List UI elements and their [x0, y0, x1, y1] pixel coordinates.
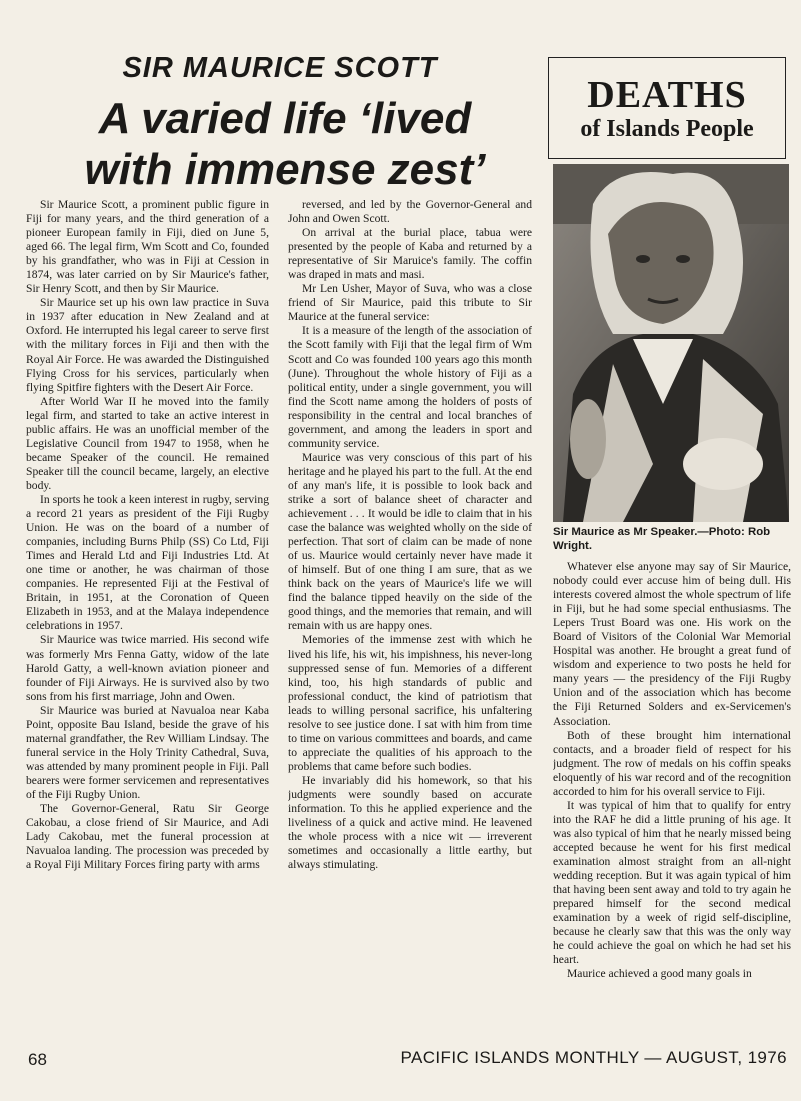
article-column-1 [26, 198, 269, 1040]
photo-caption: Sir Maurice as Mr Speaker.—Photo: Rob Wright. [553, 526, 771, 552]
article-column-3 [553, 560, 791, 1040]
paragraph: Sir Maurice Scott, a prominent public figure in Fiji for many years, and the third generation of a pioneer European family in Fiji, died on June 5, aged 66. The legal firm, Wm Scott and Co, founded by his grandfather, who was in Fiji at Cession in 1874, was later carried on by Sir Maurice's father, Sir Henry Scott, and then by Sir Maurice. [26, 198, 269, 296]
headline-line-2: with immense zest’ [84, 145, 486, 194]
paragraph: Both of these brought him international contacts, and a broader field of respect for his judgment. The row of medals on his coffin speaks eloquently of his war record and of the recognition accorded to him for his overall service to Fiji. [553, 728, 791, 798]
paragraph: Sir Maurice was buried at Navualoa near Kaba Point, opposite Bau Island, beside the grave of his maternal grandfather, the Rev William Lindsay. The funeral service in the Holy Trinity Cathedral, Suva, was attended by many prominent people in Fiji. Pall bearers were former servicemen and representatives of the Fiji Rugby Union. [26, 703, 269, 801]
paragraph: reversed, and led by the Governor-General and John and Owen Scott. [288, 198, 532, 226]
banner-title: DEATHS [587, 74, 747, 116]
paragraph: Maurice was very conscious of this part of his heritage and he played his part to the full. At the end of any man's life, it is possible to look back and strike a sort of balance sheet of character and achievement . . . It would be idle to claim that in his case the balance was weighted wholly on the side of perfection. That sort of claim can be made of none of us. Maurice would certainly never have made it of himself. But of one thing I am sure, that as we think back on the years of Maurice's life we will find the balance tipped heavily on the side of the good things, and the memories that remain, and will remain with us are happy ones. [288, 450, 532, 633]
paragraph: It is a measure of the length of the association of the Scott family with Fiji that the legal firm of Wm Scott and Co was founded 100 years ago this month (June). Throughout the whole history of Fiji as a political entity, under a single government, you will find the Scott name among the holders of posts of responsibility in the central and local branches of government, and among the leaders in sport and community service. [288, 324, 532, 450]
magazine-footer: PACIFIC ISLANDS MONTHLY — AUGUST, 1976 [400, 1048, 787, 1067]
portrait-photo [553, 164, 789, 522]
paragraph: Maurice achieved a good many goals in [567, 967, 752, 981]
paragraph: Mr Len Usher, Mayor of Suva, who was a close friend of Sir Maurice, paid this tribute to Sir Maurice at the funeral service: [288, 282, 532, 324]
paragraph: In sports he took a keen interest in rugby, serving a record 21 years as president of the Fiji Rugby Union. He was on the board of a number of companies, including Burns Philp (SS) Co Ltd, Fiji Times and Herald Ltd and Fiji Industries Ltd. At one time or another, he was chairman of those companies. He represented Fiji at the Festival of Britain, in 1951, at the Coronation of Queen Elizabeth in 1953, and at the Malaya independence celebrations in 1957. [26, 492, 269, 633]
paragraph: He invariably did his homework, so that his judgments were soundly based on accurate information. To this he applied experience and the liveliness of a quick and active mind. He leavened the whole process with a nice wit — irreverent sometimes and occasionally a little earthy, but always stimulating. [288, 773, 532, 872]
deaths-banner [548, 57, 786, 159]
banner-subtitle: of Islands People [580, 116, 754, 142]
paragraph: Sir Maurice was twice married. His second wife was formerly Mrs Fenna Gatty, widow of the late Harold Gatty, a well-known aviation pioneer and founder of Fiji Airways. He is survived also by two sons from his first marriage, John and Owen. [26, 633, 269, 703]
article-headline [30, 93, 540, 195]
portrait-illustration [553, 164, 789, 522]
paragraph: After World War II he moved into the family legal firm, and started to take an active interest in public affairs. He was an unofficial member of the Legislative Council from 1947 to 1958, when he became Speaker of the council. He remained Speaker till the council became, largely, an elective body. [26, 394, 269, 492]
article-kicker: SIR MAURICE SCOTT [122, 52, 438, 84]
headline-line-1: A varied life ‘lived [98, 94, 472, 143]
article-column-2 [288, 198, 532, 1040]
page-number: 68 [28, 1050, 47, 1069]
paragraph: It was typical of him that to qualify for entry into the RAF he did a little pruning of his age. It was also typical of him that he nearly missed being accepted because he went for his first medical examination almost straight from an all-night wedding reception. But it was again typical of him that having been sent away and told to try again he prepared himself for the second medical examination by a week of rigid self-discipline, because he clearly saw that this was the only way he could achieve the goal on which he had set his heart. [553, 798, 791, 967]
paragraph: Whatever else anyone may say of Sir Maurice, nobody could ever accuse him of being dull. His interests covered almost the whole spectrum of life in Fiji, but he had some special enthusiasms. The Lepers Trust Board was one. His work on the Board of Visitors of the Colonial War Memorial Hospital was another. He brought a great fund of wisdom and experience to two posts he held for many years — the presidency of the Fiji Rugby Union and of the association which has become the Fiji Returned Solders and ex-Servicemen's Association. [553, 560, 791, 728]
paragraph: Sir Maurice set up his own law practice in Suva in 1937 after education in New Zealand and at Oxford. He interrupted his legal career to serve first with the military forces in Fiji and then with the Royal Air Force. He was awarded the Distinguished Flying Cross for his services, particularly when flying Spitfire fighters with the Desert Air Force. [26, 296, 269, 394]
paragraph: The Governor-General, Ratu Sir George Cakobau, a close friend of Sir Maurice, and Adi Lady Cakobau, met the funeral procession at Navualoa landing. The procession was preceded by a Royal Fiji Military Forces firing party with arms [26, 802, 269, 872]
paragraph: On arrival at the burial place, tabua were presented by the people of Kaba and returned by a representative of Sir Maruice's family. The coffin was draped in mats and masi. [288, 226, 532, 282]
paragraph: Memories of the immense zest with which he lived his life, his wit, his impishness, his never-long suppressed sense of fun. Memories of a different kind, too, his high standards of public and professional conduct, the kind of patriotism that leads to willing personal sacrifice, his unfaltering resolve to see justice done. I sat with him from time to time on various committees and boards, and came to appreciate the qualities of his approach to the problems that came before such bodies. [288, 633, 532, 773]
